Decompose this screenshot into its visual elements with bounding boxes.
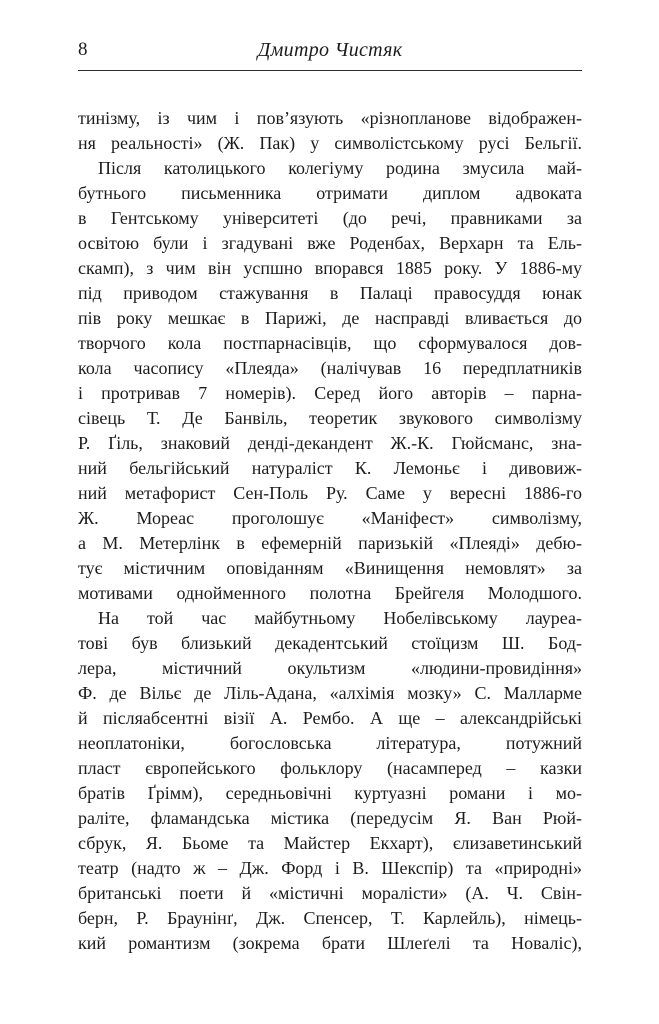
header-rule [78, 70, 582, 71]
text-line: тинізму, із чим і пов’язують «різнопланове відображен- [78, 108, 582, 128]
paragraph [78, 606, 582, 956]
text-line: раліте, фламандська містика (передусім Я. Ван Рюй- [78, 808, 582, 828]
text-line: тує містичним оповіданням «Винищення немовлят» за [78, 558, 582, 578]
text-line: кий романтизм (зокрема брати Шлеґелі та Новаліс), [78, 933, 582, 953]
running-header [78, 38, 582, 62]
text-line: ний бельгійський натураліст К. Лемоньє і дивовиж- [78, 458, 582, 478]
text-line: бутнього письменника отримати диплом адвоката [78, 183, 582, 203]
paragraph [78, 156, 582, 606]
text-line: мотивами однойменного полотна Брейгеля Молодшого. [78, 583, 582, 603]
running-title: Дмитро Чистяк [257, 39, 403, 61]
paragraph [78, 106, 582, 156]
text-line: неоплатоніки, богословська література, потужний [78, 733, 582, 753]
text-line: пласт європейського фольклору (насамперед – казки [78, 758, 582, 778]
text-line: Після католицького колегіуму родина змусила май- [98, 158, 582, 178]
text-line: сівець Т. Де Банвіль, теоретик звукового символізму [78, 408, 582, 428]
text-line: тові був близький декадентський стоїцизм Ш. Бод- [78, 633, 582, 653]
text-line: під приводом стажування в Палаці правосуддя юнак [78, 283, 582, 303]
page-number: 8 [78, 39, 88, 60]
text-line: сбрук, Я. Бьоме та Майстер Екхарт), єлизаветинський [78, 833, 582, 853]
text-line: і протривав 7 номерів). Серед його авторів – парна- [78, 383, 582, 403]
text-line: творчого кола постпарнасівців, що сформувалося дов- [78, 333, 582, 353]
text-line: ний метафорист Сен-Поль Ру. Саме у вересні 1886-го [78, 483, 582, 503]
text-line: театр (надто ж – Дж. Форд і В. Шекспір) та «природні» [78, 858, 582, 878]
text-line: в Гентському університеті (до речі, правниками за [78, 208, 582, 228]
text-line: На той час майбутньому Нобелівському лауреа- [98, 608, 582, 628]
text-line: скамп), з чим він успшно впорався 1885 року. У 1886-му [78, 258, 582, 278]
text-line: Р. Ґіль, знаковий денді-декандент Ж.-К. Гюйсманс, зна- [78, 433, 582, 453]
text-line: братів Ґрімм), середньовічні куртуазні романи і мо- [78, 783, 582, 803]
text-line: британські поети й «містичні моралісти» (А. Ч. Свін- [78, 883, 582, 903]
text-line: пів року мешкає в Парижі, де насправді вливається до [78, 308, 582, 328]
text-line: лера, містичний окультизм «людини-провидіння» [78, 658, 582, 678]
text-line: кола часопису «Плеяда» (налічував 16 передплатників [78, 358, 582, 378]
text-line: а М. Метерлінк в ефемерній паризькій «Плеяді» дебю- [78, 533, 582, 553]
text-line: ня реальності» (Ж. Пак) у символістському русі Бельгії. [78, 133, 582, 153]
text-block [78, 106, 582, 956]
text-line: Ж. Мореас проголошує «Маніфест» символізму, [78, 508, 582, 528]
text-line: освітою були і згадувані вже Роденбах, Верхарн та Ель- [78, 233, 582, 253]
text-line: й післяабсентні візії А. Рембо. А ще – александрійські [78, 708, 582, 728]
text-line: Ф. де Вільє де Ліль-Адана, «алхімія мозку» С. Малларме [78, 683, 582, 703]
text-line: берн, Р. Браунінґ, Дж. Спенсер, Т. Карлейль), німець- [78, 908, 582, 928]
